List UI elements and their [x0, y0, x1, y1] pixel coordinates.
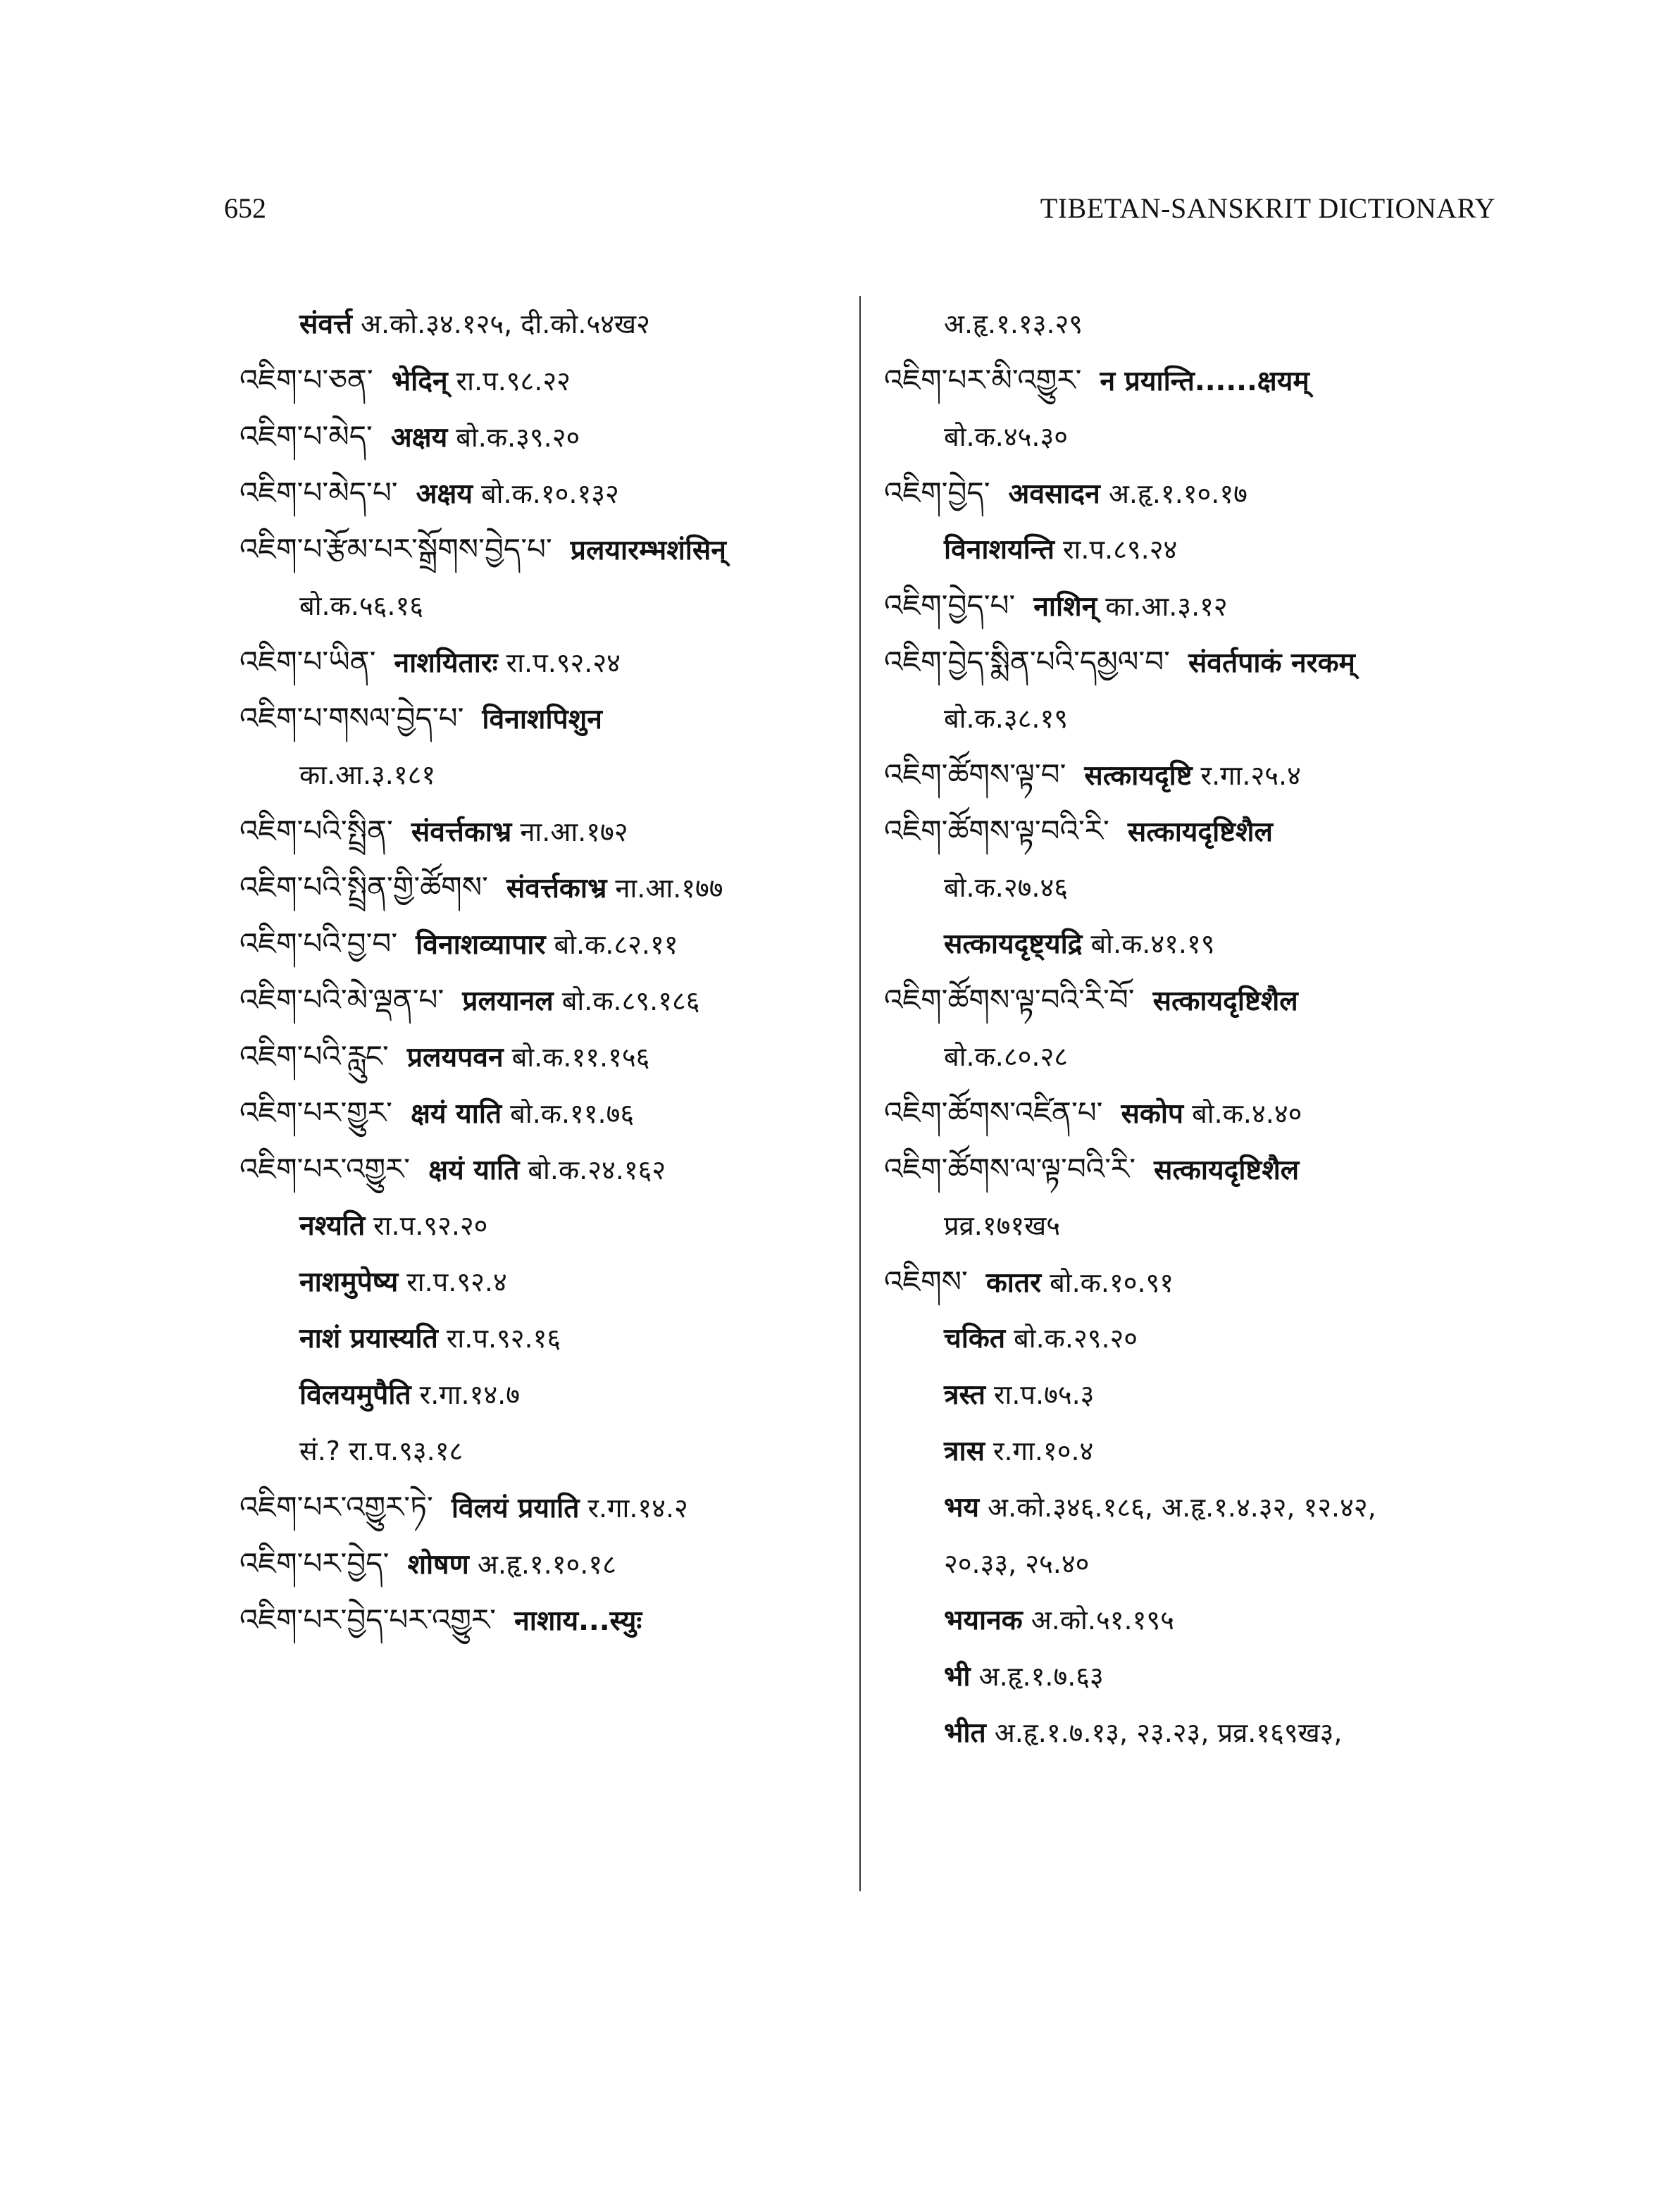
dictionary-line: [884, 747, 1504, 803]
dictionary-line: [884, 916, 1504, 972]
dictionary-line: [884, 1648, 1504, 1705]
left-column: [239, 296, 845, 1648]
dictionary-line: [239, 296, 845, 352]
dictionary-line: [239, 1085, 845, 1141]
source-reference: अ.हृ.१.१०.१८: [477, 1549, 616, 1580]
sanskrit-equivalent: नाशिन्: [1033, 591, 1097, 623]
source-reference: बो.क.३८.१९: [944, 703, 1069, 734]
dictionary-line: [239, 1479, 845, 1536]
source-reference: बो.क.१०.१३२: [480, 478, 619, 509]
source-reference: रा.प.९२.४: [406, 1266, 507, 1297]
dictionary-line: [884, 690, 1504, 747]
source-reference: रा.प.९८.२२: [456, 366, 571, 397]
sanskrit-equivalent: विनाशयन्ति: [944, 534, 1055, 566]
dictionary-line: [884, 1366, 1504, 1423]
sanskrit-equivalent: भय: [944, 1492, 980, 1524]
tibetan-headword: འཇིག་ཚོགས་ལྟ་བའི་རི་: [884, 814, 1109, 848]
sanskrit-equivalent: नाशाय...स्युः: [514, 1605, 642, 1637]
tibetan-headword: འཇིག་པའི་སྤྲིན་གྱི་ཚོགས་: [239, 870, 488, 904]
sanskrit-equivalent: शोषण: [407, 1549, 469, 1581]
tibetan-headword: འཇིགས་: [884, 1264, 968, 1299]
source-reference: बो.क.२४.१६२: [528, 1154, 666, 1185]
source-reference: रा.प.८९.२४: [1063, 534, 1178, 565]
dictionary-line: [884, 1705, 1504, 1761]
source-reference: र.गा.१०.४: [993, 1436, 1094, 1467]
tibetan-headword: འཇིག་པ་མེད་པ་: [239, 475, 398, 510]
dictionary-line: [239, 690, 845, 747]
dictionary-line: [884, 1254, 1504, 1310]
dictionary-line: [884, 803, 1504, 859]
dictionary-line: [884, 1592, 1504, 1648]
tibetan-headword: འཇིག་པར་བྱེད་པར་འགྱུར་: [239, 1602, 497, 1637]
tibetan-headword: འཇིག་བྱེད་སྨིན་པའི་དམྱལ་བ་: [884, 645, 1170, 679]
dictionary-line: [884, 296, 1504, 352]
sanskrit-equivalent: भयानक: [944, 1605, 1023, 1636]
dictionary-line: [239, 803, 845, 859]
dictionary-line: [239, 465, 845, 521]
sanskrit-equivalent: विलयमुपैति: [299, 1379, 411, 1411]
dictionary-line: [884, 1085, 1504, 1141]
source-reference: ना.आ.१७७: [615, 873, 723, 904]
source-reference: र.गा.१४.७: [419, 1379, 520, 1410]
tibetan-headword: འཇིག་པ་ཡིན་: [239, 645, 376, 679]
tibetan-headword: འཇིག་པར་འགྱུར་ཏེ་: [239, 1490, 433, 1524]
running-head: TIBETAN-SANSKRIT DICTIONARY: [1040, 192, 1495, 224]
dictionary-line: [884, 352, 1504, 409]
sanskrit-equivalent: भी: [944, 1661, 971, 1693]
source-reference: अ.हृ.१.७.१३, २३.२३, प्रव्र.१६९ख३,: [994, 1717, 1343, 1748]
sanskrit-equivalent: संवर्त्तकाभ्र: [506, 873, 607, 904]
dictionary-line: [239, 916, 845, 972]
sanskrit-equivalent: सत्कायदृष्ट्यद्रि: [944, 928, 1083, 960]
sanskrit-equivalent: भीत: [944, 1717, 986, 1749]
dictionary-line: [239, 578, 845, 634]
sanskrit-equivalent: नश्यति: [299, 1210, 366, 1242]
source-reference: बो.क.४.४०: [1192, 1098, 1302, 1129]
dictionary-line: [239, 634, 845, 690]
tibetan-headword: འཇིག་པ་རྩོམ་པར་སྒྲོགས་བྱེད་པ་: [239, 532, 552, 566]
source-reference: का.आ.३.१८१: [299, 759, 436, 790]
dictionary-line: [884, 1310, 1504, 1366]
source-reference: अ.को.३४६.१८६, अ.हृ.१.४.३२, १२.४२,: [988, 1492, 1376, 1523]
sanskrit-equivalent: त्रास: [944, 1436, 985, 1467]
source-reference: बो.क.३९.२०: [456, 422, 580, 453]
dictionary-line: [884, 1197, 1504, 1254]
source-reference: बो.क.८९.१८६: [561, 985, 700, 1016]
source-reference: र.गा.२५.४: [1200, 760, 1301, 791]
source-reference: प्रव्र.१७१ख५: [944, 1210, 1060, 1241]
sanskrit-equivalent: संवर्तपाकं नरकम्: [1188, 647, 1355, 679]
tibetan-headword: འཇིག་པ་ཅན་: [239, 363, 373, 397]
tibetan-headword: འཇིག་པར་འགྱུར་: [239, 1152, 411, 1186]
sanskrit-equivalent: संवर्त्तकाभ्र: [411, 816, 512, 848]
dictionary-line: [239, 1254, 845, 1310]
source-reference: अ.हृ.१.७.६३: [978, 1661, 1104, 1692]
dictionary-line: [239, 352, 845, 409]
sanskrit-equivalent: विनाशपिशुन: [482, 704, 602, 735]
source-reference: अ.को.३४.१२५, दी.को.५४ख२: [361, 309, 650, 340]
sanskrit-equivalent: न प्रयान्ति......क्षयम्: [1100, 366, 1309, 397]
dictionary-line: [239, 859, 845, 916]
dictionary-line: [884, 578, 1504, 634]
dictionary-line: [884, 1028, 1504, 1085]
tibetan-headword: འཇིག་ཚོགས་ལ་ལྟ་བའི་རི་: [884, 1152, 1136, 1186]
sanskrit-equivalent: नाशं प्रयास्यति: [299, 1323, 438, 1355]
dictionary-line: [239, 521, 845, 578]
dictionary-line: [239, 972, 845, 1028]
dictionary-line: [239, 747, 845, 803]
dictionary-line: [239, 1536, 845, 1592]
sanskrit-equivalent: सत्कायदृष्टिशैल: [1154, 1154, 1300, 1186]
tibetan-headword: འཇིག་བྱེད་པ་: [884, 588, 1016, 623]
source-reference: र.गा.१४.२: [587, 1493, 688, 1524]
source-reference: बो.क.१०.९१: [1050, 1267, 1174, 1298]
tibetan-headword: འཇིག་པའི་མེ་ལྡན་པ་: [239, 983, 444, 1017]
sanskrit-equivalent: अवसादन: [1008, 478, 1100, 510]
dictionary-line: [239, 1141, 845, 1197]
tibetan-headword: འཇིག་པའི་རླུང་: [239, 1039, 389, 1073]
sanskrit-equivalent: क्षयं याति: [410, 1098, 502, 1130]
sanskrit-equivalent: भेदिन्: [391, 366, 448, 397]
source-reference: रा.प.९२.२०: [373, 1210, 488, 1241]
sanskrit-equivalent: क्षयं याति: [428, 1154, 520, 1186]
dictionary-line: [239, 1366, 845, 1423]
source-reference: रा.प.९२.१६: [446, 1323, 561, 1354]
tibetan-headword: འཇིག་པའི་སྤྲིན་: [239, 814, 393, 848]
tibetan-headword: འཇིག་ཚོགས་ལྟ་བའི་རི་བོ་: [884, 983, 1135, 1017]
source-reference: बो.क.८०.२८: [944, 1041, 1069, 1072]
dictionary-line: [884, 634, 1504, 690]
dictionary-line: [239, 1197, 845, 1254]
dictionary-line: [884, 465, 1504, 521]
source-reference: रा.प.९२.२४: [506, 647, 621, 678]
tibetan-headword: འཇིག་པར་མི་འགྱུར་: [884, 363, 1082, 397]
source-reference: बो.क.११.७६: [510, 1098, 635, 1129]
sanskrit-equivalent: प्रलयपवन: [406, 1042, 504, 1073]
sanskrit-equivalent: विनाशव्यापार: [416, 929, 546, 961]
tibetan-headword: འཇིག་པ་མེད་: [239, 419, 373, 454]
dictionary-line: [884, 1141, 1504, 1197]
page-number: 652: [224, 192, 266, 224]
source-reference: अ.को.५१.१९५: [1031, 1605, 1174, 1636]
tibetan-headword: འཇིག་ཚོགས་ལྟ་བ་: [884, 757, 1066, 792]
sanskrit-equivalent: अक्षय: [416, 478, 473, 510]
tibetan-headword: འཇིག་བྱེད་: [884, 475, 990, 510]
column-divider: [859, 296, 861, 1891]
dictionary-line: [884, 1536, 1504, 1592]
sanskrit-equivalent: सत्कायदृष्टिशैल: [1127, 816, 1273, 848]
dictionary-line: [884, 521, 1504, 578]
dictionary-line: [239, 409, 845, 465]
tibetan-headword: འཇིག་པ་གསལ་བྱེད་པ་: [239, 701, 464, 735]
tibetan-headword: འཇིག་པའི་བྱ་བ་: [239, 926, 398, 961]
right-column: [884, 296, 1504, 1761]
tibetan-headword: འཇིག་པར་བྱེད་: [239, 1546, 390, 1581]
tibetan-headword: འཇིག་ཚོགས་འཛིན་པ་: [884, 1095, 1103, 1130]
sanskrit-equivalent: सत्कायदृष्टि: [1084, 760, 1193, 792]
dictionary-line: [239, 1423, 845, 1479]
source-reference: बो.क.११.१५६: [511, 1042, 650, 1073]
source-reference: बो.क.४५.३०: [944, 421, 1069, 452]
source-reference: अ.हृ.१.१०.१७: [1108, 478, 1247, 509]
dictionary-line: [884, 859, 1504, 916]
tibetan-headword: འཇིག་པར་གྱུར་: [239, 1095, 392, 1130]
dictionary-line: [884, 1423, 1504, 1479]
source-reference: सं.? रा.प.९३.१८: [299, 1436, 463, 1467]
sanskrit-equivalent: सकोप: [1121, 1098, 1184, 1130]
source-reference: बो.क.२७.४६: [944, 872, 1069, 903]
source-reference: २०.३३, २५.४०: [944, 1548, 1090, 1579]
source-reference: बो.क.८२.११: [554, 929, 678, 960]
dictionary-line: [884, 1479, 1504, 1536]
sanskrit-equivalent: नाशयितारः: [394, 647, 498, 679]
sanskrit-equivalent: प्रलयानल: [462, 985, 554, 1017]
sanskrit-equivalent: अक्षय: [390, 422, 448, 454]
sanskrit-equivalent: कातर: [985, 1267, 1042, 1299]
source-reference: रा.प.७५.३: [993, 1379, 1095, 1410]
sanskrit-equivalent: संवर्त्त: [299, 309, 352, 340]
sanskrit-equivalent: त्रस्त: [944, 1379, 985, 1411]
sanskrit-equivalent: सत्कायदृष्टिशैल: [1152, 985, 1298, 1017]
dictionary-line: [239, 1310, 845, 1366]
source-reference: का.आ.३.१२: [1105, 591, 1228, 622]
sanskrit-equivalent: नाशमुपेष्य: [299, 1266, 399, 1298]
sanskrit-equivalent: विलयं प्रयाति: [451, 1493, 580, 1524]
source-reference: बो.क.४१.१९: [1090, 928, 1215, 959]
source-reference: अ.हृ.१.१३.२९: [944, 309, 1083, 340]
sanskrit-equivalent: प्रलयारम्भशंसिन्: [570, 535, 726, 566]
dictionary-line: [884, 972, 1504, 1028]
dictionary-line: [884, 409, 1504, 465]
source-reference: बो.क.५६.१६: [299, 590, 424, 621]
dictionary-line: [239, 1592, 845, 1648]
sanskrit-equivalent: चकित: [944, 1323, 1006, 1355]
source-reference: बो.क.२९.२०: [1014, 1323, 1138, 1354]
dictionary-line: [239, 1028, 845, 1085]
source-reference: ना.आ.१७२: [520, 816, 628, 847]
